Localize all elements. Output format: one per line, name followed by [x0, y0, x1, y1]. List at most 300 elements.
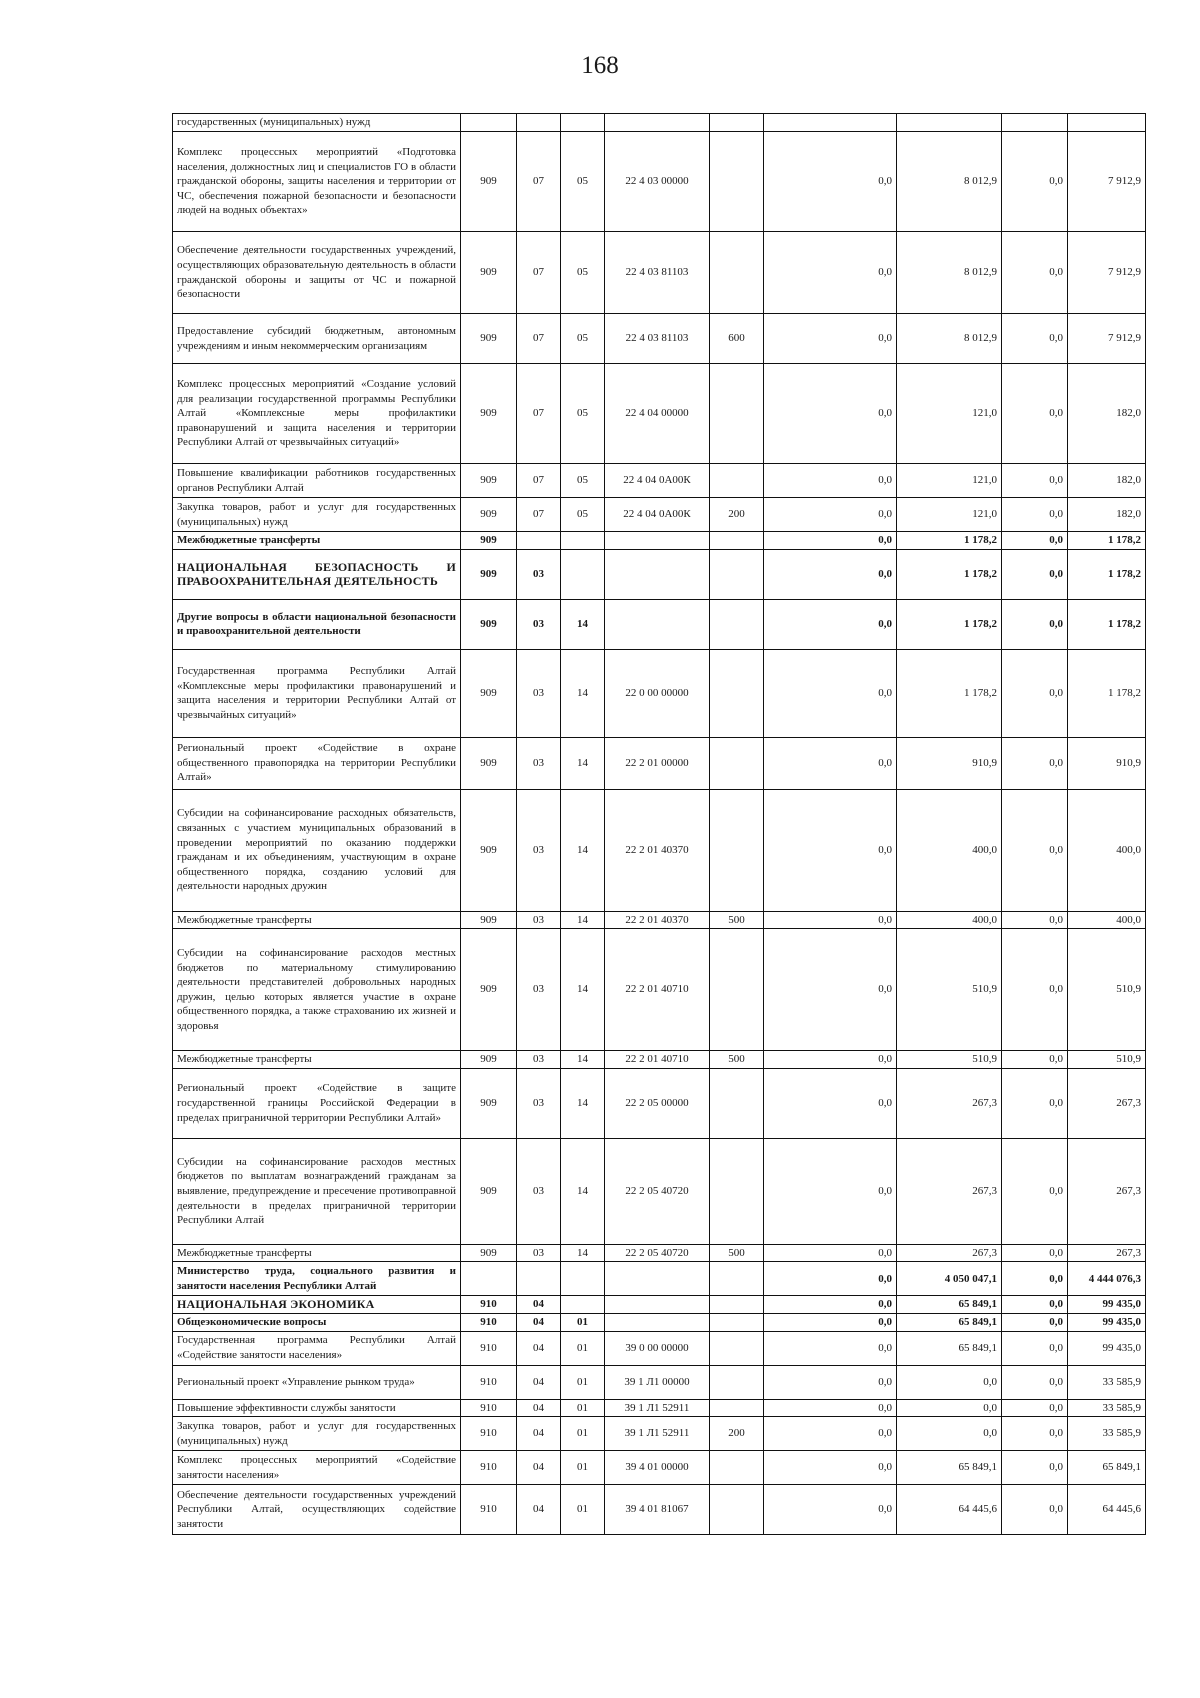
admin-code: 909	[461, 232, 517, 314]
amount-1: 0,0	[764, 1296, 897, 1314]
expense-type-code	[710, 364, 764, 464]
section-code: 04	[517, 1417, 561, 1451]
amount-3: 0,0	[1002, 1068, 1068, 1138]
amount-4: 1 178,2	[1068, 599, 1146, 649]
expense-type-code	[710, 789, 764, 911]
amount-3	[1002, 114, 1068, 132]
amount-3: 0,0	[1002, 1244, 1068, 1262]
amount-2	[897, 114, 1002, 132]
section-code: 04	[517, 1485, 561, 1535]
amount-1: 0,0	[764, 1051, 897, 1069]
admin-code: 909	[461, 549, 517, 599]
expense-type-code	[710, 1451, 764, 1485]
section-code: 03	[517, 599, 561, 649]
amount-3: 0,0	[1002, 1262, 1068, 1296]
target-article-code: 39 1 Л1 00000	[605, 1365, 710, 1399]
amount-1: 0,0	[764, 1365, 897, 1399]
target-article-code	[605, 532, 710, 550]
amount-2: 65 849,1	[897, 1296, 1002, 1314]
table-row	[173, 464, 1146, 498]
amount-3: 0,0	[1002, 364, 1068, 464]
amount-3: 0,0	[1002, 498, 1068, 532]
subsection-code: 01	[561, 1399, 605, 1417]
table-row	[173, 911, 1146, 929]
amount-4: 267,3	[1068, 1244, 1146, 1262]
amount-1: 0,0	[764, 464, 897, 498]
target-article-code: 22 4 04 0А00К	[605, 498, 710, 532]
amount-4	[1068, 114, 1146, 132]
amount-2: 121,0	[897, 364, 1002, 464]
target-article-code: 22 4 04 0А00К	[605, 464, 710, 498]
amount-3: 0,0	[1002, 464, 1068, 498]
subsection-code	[561, 1262, 605, 1296]
section-code: 03	[517, 1068, 561, 1138]
admin-code: 909	[461, 789, 517, 911]
section-code: 07	[517, 314, 561, 364]
table-row	[173, 737, 1146, 789]
amount-1: 0,0	[764, 549, 897, 599]
amount-2: 121,0	[897, 464, 1002, 498]
table-row	[173, 232, 1146, 314]
amount-1: 0,0	[764, 1138, 897, 1244]
target-article-code	[605, 599, 710, 649]
amount-3: 0,0	[1002, 929, 1068, 1051]
admin-code: 910	[461, 1485, 517, 1535]
row-name: НАЦИОНАЛЬНАЯ БЕЗОПАСНОСТЬ И ПРАВООХРАНИТЕЛЬНАЯ ДЕЯТЕЛЬНОСТЬ	[173, 549, 461, 599]
section-code: 04	[517, 1296, 561, 1314]
table-row	[173, 364, 1146, 464]
amount-1: 0,0	[764, 929, 897, 1051]
table-row	[173, 649, 1146, 737]
amount-3: 0,0	[1002, 1485, 1068, 1535]
table-row	[173, 314, 1146, 364]
amount-4: 64 445,6	[1068, 1485, 1146, 1535]
amount-4: 99 435,0	[1068, 1296, 1146, 1314]
section-code: 04	[517, 1365, 561, 1399]
amount-4: 33 585,9	[1068, 1399, 1146, 1417]
amount-3: 0,0	[1002, 314, 1068, 364]
expense-type-code	[710, 1068, 764, 1138]
section-code: 03	[517, 1244, 561, 1262]
amount-2: 510,9	[897, 929, 1002, 1051]
amount-2: 0,0	[897, 1365, 1002, 1399]
subsection-code: 01	[561, 1365, 605, 1399]
row-name: НАЦИОНАЛЬНАЯ ЭКОНОМИКА	[173, 1296, 461, 1314]
amount-3: 0,0	[1002, 1051, 1068, 1069]
section-code: 03	[517, 1051, 561, 1069]
row-name: Межбюджетные трансферты	[173, 911, 461, 929]
row-name: Межбюджетные трансферты	[173, 1244, 461, 1262]
subsection-code: 14	[561, 1068, 605, 1138]
target-article-code: 22 2 05 40720	[605, 1138, 710, 1244]
section-code: 07	[517, 364, 561, 464]
amount-3: 0,0	[1002, 232, 1068, 314]
amount-3: 0,0	[1002, 1451, 1068, 1485]
row-name: Повышение эффективности службы занятости	[173, 1399, 461, 1417]
target-article-code: 39 4 01 81067	[605, 1485, 710, 1535]
admin-code: 910	[461, 1313, 517, 1331]
admin-code: 909	[461, 464, 517, 498]
row-name: Обеспечение деятельности государственных учреждений Республики Алтай, осуществляющих содействие занятости	[173, 1485, 461, 1535]
amount-3: 0,0	[1002, 132, 1068, 232]
expense-type-code	[710, 649, 764, 737]
expense-type-code: 500	[710, 911, 764, 929]
subsection-code: 01	[561, 1451, 605, 1485]
amount-4: 99 435,0	[1068, 1331, 1146, 1365]
subsection-code	[561, 114, 605, 132]
admin-code: 909	[461, 929, 517, 1051]
target-article-code: 39 4 01 00000	[605, 1451, 710, 1485]
expense-type-code	[710, 132, 764, 232]
amount-4: 267,3	[1068, 1068, 1146, 1138]
admin-code: 910	[461, 1399, 517, 1417]
row-name: Предоставление субсидий бюджетным, автономным учреждениям и иным некоммерческим организациям	[173, 314, 461, 364]
amount-1: 0,0	[764, 1068, 897, 1138]
row-name: Государственная программа Республики Алтай «Содействие занятости населения»	[173, 1331, 461, 1365]
section-code: 04	[517, 1451, 561, 1485]
target-article-code: 22 4 03 81103	[605, 314, 710, 364]
amount-3: 0,0	[1002, 1138, 1068, 1244]
row-name: Министерство труда, социального развития и занятости населения Республики Алтай	[173, 1262, 461, 1296]
expense-type-code	[710, 1296, 764, 1314]
amount-4: 910,9	[1068, 737, 1146, 789]
subsection-code: 01	[561, 1485, 605, 1535]
expense-type-code	[710, 1262, 764, 1296]
target-article-code: 22 2 05 00000	[605, 1068, 710, 1138]
section-code: 07	[517, 498, 561, 532]
target-article-code	[605, 114, 710, 132]
amount-1: 0,0	[764, 1313, 897, 1331]
target-article-code: 22 2 01 40370	[605, 789, 710, 911]
subsection-code: 01	[561, 1417, 605, 1451]
section-code: 07	[517, 232, 561, 314]
subsection-code: 05	[561, 314, 605, 364]
subsection-code	[561, 1296, 605, 1314]
budget-table	[172, 113, 1146, 1535]
amount-1: 0,0	[764, 737, 897, 789]
table-row	[173, 1399, 1146, 1417]
target-article-code: 22 2 01 40710	[605, 929, 710, 1051]
expense-type-code	[710, 232, 764, 314]
expense-type-code: 500	[710, 1051, 764, 1069]
subsection-code: 14	[561, 789, 605, 911]
amount-1	[764, 114, 897, 132]
section-code: 03	[517, 737, 561, 789]
amount-4: 33 585,9	[1068, 1365, 1146, 1399]
section-code: 07	[517, 464, 561, 498]
row-name: Другие вопросы в области национальной безопасности и правоохранительной деятельности	[173, 599, 461, 649]
expense-type-code: 200	[710, 1417, 764, 1451]
table-row	[173, 1417, 1146, 1451]
amount-2: 8 012,9	[897, 232, 1002, 314]
amount-2: 400,0	[897, 789, 1002, 911]
row-name: государственных (муниципальных) нужд	[173, 114, 461, 132]
amount-4: 510,9	[1068, 1051, 1146, 1069]
amount-2: 4 050 047,1	[897, 1262, 1002, 1296]
subsection-code: 14	[561, 911, 605, 929]
amount-4: 182,0	[1068, 498, 1146, 532]
amount-2: 267,3	[897, 1068, 1002, 1138]
row-name: Закупка товаров, работ и услуг для государственных (муниципальных) нужд	[173, 498, 461, 532]
section-code: 04	[517, 1399, 561, 1417]
amount-4: 182,0	[1068, 364, 1146, 464]
page-number: 168	[581, 52, 619, 79]
amount-2: 121,0	[897, 498, 1002, 532]
section-code: 03	[517, 549, 561, 599]
target-article-code: 39 1 Л1 52911	[605, 1399, 710, 1417]
subsection-code: 05	[561, 132, 605, 232]
admin-code: 909	[461, 532, 517, 550]
row-name: Межбюджетные трансферты	[173, 1051, 461, 1069]
admin-code: 909	[461, 911, 517, 929]
amount-4: 182,0	[1068, 464, 1146, 498]
admin-code: 910	[461, 1417, 517, 1451]
amount-3: 0,0	[1002, 1399, 1068, 1417]
target-article-code	[605, 1313, 710, 1331]
table-row	[173, 1365, 1146, 1399]
admin-code: 910	[461, 1365, 517, 1399]
expense-type-code	[710, 532, 764, 550]
amount-4: 1 178,2	[1068, 532, 1146, 550]
section-code: 03	[517, 929, 561, 1051]
amount-2: 0,0	[897, 1417, 1002, 1451]
amount-1: 0,0	[764, 1331, 897, 1365]
amount-3: 0,0	[1002, 1417, 1068, 1451]
expense-type-code	[710, 464, 764, 498]
admin-code: 909	[461, 1068, 517, 1138]
row-name: Межбюджетные трансферты	[173, 532, 461, 550]
admin-code	[461, 114, 517, 132]
admin-code: 910	[461, 1331, 517, 1365]
amount-2: 8 012,9	[897, 314, 1002, 364]
amount-4: 1 178,2	[1068, 549, 1146, 599]
subsection-code: 14	[561, 1244, 605, 1262]
table-row	[173, 1451, 1146, 1485]
amount-1: 0,0	[764, 599, 897, 649]
subsection-code: 14	[561, 929, 605, 1051]
row-name: Государственная программа Республики Алтай «Комплексные меры профилактики правонарушений и защита населения и территории Республики Алтай от чрезвычайных ситуаций»	[173, 649, 461, 737]
amount-1: 0,0	[764, 649, 897, 737]
table-row	[173, 1296, 1146, 1314]
row-name: Субсидии на софинансирование расходных обязательств, связанных с участием муниципальных образований в проведении мероприятий по оказанию поддержки гражданам и их объединениям, участвующим в охране общественного порядка, созданию условий для деятельности народных дружин	[173, 789, 461, 911]
section-code	[517, 1262, 561, 1296]
row-name: Общеэкономические вопросы	[173, 1313, 461, 1331]
subsection-code: 05	[561, 464, 605, 498]
expense-type-code	[710, 1313, 764, 1331]
subsection-code	[561, 532, 605, 550]
target-article-code	[605, 1262, 710, 1296]
row-name: Комплекс процессных мероприятий «Содействие занятости населения»	[173, 1451, 461, 1485]
table-row	[173, 789, 1146, 911]
amount-1: 0,0	[764, 364, 897, 464]
target-article-code: 22 4 04 00000	[605, 364, 710, 464]
target-article-code	[605, 1296, 710, 1314]
amount-2: 65 849,1	[897, 1451, 1002, 1485]
target-article-code: 22 2 05 40720	[605, 1244, 710, 1262]
amount-2: 64 445,6	[897, 1485, 1002, 1535]
admin-code	[461, 1262, 517, 1296]
admin-code: 909	[461, 737, 517, 789]
target-article-code: 22 4 03 00000	[605, 132, 710, 232]
expense-type-code	[710, 737, 764, 789]
subsection-code: 05	[561, 232, 605, 314]
amount-3: 0,0	[1002, 1313, 1068, 1331]
subsection-code: 05	[561, 364, 605, 464]
amount-1: 0,0	[764, 132, 897, 232]
target-article-code: 39 1 Л1 52911	[605, 1417, 710, 1451]
table-row	[173, 1331, 1146, 1365]
table-row	[173, 1313, 1146, 1331]
expense-type-code	[710, 549, 764, 599]
subsection-code: 01	[561, 1331, 605, 1365]
subsection-code: 14	[561, 737, 605, 789]
table-row	[173, 1262, 1146, 1296]
amount-3: 0,0	[1002, 1331, 1068, 1365]
amount-4: 33 585,9	[1068, 1417, 1146, 1451]
row-name: Региональный проект «Содействие в охране общественного правопорядка на территории Республики Алтай»	[173, 737, 461, 789]
expense-type-code	[710, 599, 764, 649]
amount-3: 0,0	[1002, 532, 1068, 550]
amount-1: 0,0	[764, 789, 897, 911]
expense-type-code	[710, 1399, 764, 1417]
table-row	[173, 1051, 1146, 1069]
table-row	[173, 132, 1146, 232]
amount-3: 0,0	[1002, 737, 1068, 789]
admin-code: 909	[461, 314, 517, 364]
expense-type-code	[710, 1331, 764, 1365]
section-code	[517, 114, 561, 132]
target-article-code: 39 0 00 00000	[605, 1331, 710, 1365]
row-name: Комплекс процессных мероприятий «Подготовка населения, должностных лиц и специалистов ГО в области гражданской обороны, защиты населения и территории от ЧС, обеспечения пожарной безопасности и безопасности людей на водных объектах»	[173, 132, 461, 232]
amount-1: 0,0	[764, 498, 897, 532]
amount-2: 65 849,1	[897, 1331, 1002, 1365]
row-name: Закупка товаров, работ и услуг для государственных (муниципальных) нужд	[173, 1417, 461, 1451]
section-code: 04	[517, 1331, 561, 1365]
admin-code: 909	[461, 498, 517, 532]
target-article-code: 22 2 01 40710	[605, 1051, 710, 1069]
amount-4: 1 178,2	[1068, 649, 1146, 737]
table-row	[173, 1485, 1146, 1535]
amount-4: 99 435,0	[1068, 1313, 1146, 1331]
amount-3: 0,0	[1002, 1365, 1068, 1399]
target-article-code: 22 0 00 00000	[605, 649, 710, 737]
amount-2: 510,9	[897, 1051, 1002, 1069]
target-article-code: 22 2 01 00000	[605, 737, 710, 789]
subsection-code	[561, 549, 605, 599]
section-code: 03	[517, 649, 561, 737]
amount-2: 1 178,2	[897, 532, 1002, 550]
expense-type-code: 500	[710, 1244, 764, 1262]
amount-1: 0,0	[764, 1399, 897, 1417]
row-name: Повышение квалификации работников государственных органов Республики Алтай	[173, 464, 461, 498]
amount-4: 510,9	[1068, 929, 1146, 1051]
amount-1: 0,0	[764, 1417, 897, 1451]
amount-3: 0,0	[1002, 789, 1068, 911]
amount-1: 0,0	[764, 532, 897, 550]
amount-2: 267,3	[897, 1244, 1002, 1262]
amount-4: 7 912,9	[1068, 232, 1146, 314]
row-name: Комплекс процессных мероприятий «Создание условий для реализации государственной программы Республики Алтай «Комплексные меры профилактики правонарушений и защита населения и территории Республики Алтай от чрезвычайных ситуаций»	[173, 364, 461, 464]
section-code: 03	[517, 1138, 561, 1244]
row-name: Обеспечение деятельности государственных учреждений, осуществляющих образовательную деятельность в области гражданской обороны и защиты от ЧС и пожарной безопасности	[173, 232, 461, 314]
amount-3: 0,0	[1002, 911, 1068, 929]
table-body	[173, 114, 1146, 1535]
subsection-code: 14	[561, 649, 605, 737]
amount-2: 1 178,2	[897, 649, 1002, 737]
row-name: Субсидии на софинансирование расходов местных бюджетов по материальному стимулированию деятельности представителей добровольных народных дружин, целью которых является участие в охране общественного порядка, а также страхованию их жизней и здоровья	[173, 929, 461, 1051]
amount-2: 65 849,1	[897, 1313, 1002, 1331]
amount-1: 0,0	[764, 1451, 897, 1485]
section-code	[517, 532, 561, 550]
expense-type-code	[710, 1365, 764, 1399]
expense-type-code	[710, 929, 764, 1051]
amount-3: 0,0	[1002, 549, 1068, 599]
target-article-code: 22 4 03 81103	[605, 232, 710, 314]
section-code: 04	[517, 1313, 561, 1331]
expense-type-code	[710, 114, 764, 132]
amount-4: 267,3	[1068, 1138, 1146, 1244]
amount-1: 0,0	[764, 1485, 897, 1535]
amount-4: 4 444 076,3	[1068, 1262, 1146, 1296]
row-name: Региональный проект «Содействие в защите государственной границы Российской Федерации в пределах приграничной территории Республики Алтай»	[173, 1068, 461, 1138]
amount-3: 0,0	[1002, 1296, 1068, 1314]
amount-4: 7 912,9	[1068, 132, 1146, 232]
amount-4: 7 912,9	[1068, 314, 1146, 364]
amount-3: 0,0	[1002, 649, 1068, 737]
amount-1: 0,0	[764, 232, 897, 314]
amount-2: 1 178,2	[897, 549, 1002, 599]
amount-2: 1 178,2	[897, 599, 1002, 649]
amount-1: 0,0	[764, 911, 897, 929]
amount-2: 910,9	[897, 737, 1002, 789]
table-row	[173, 498, 1146, 532]
target-article-code	[605, 549, 710, 599]
admin-code: 909	[461, 599, 517, 649]
admin-code: 909	[461, 1051, 517, 1069]
expense-type-code	[710, 1138, 764, 1244]
section-code: 03	[517, 789, 561, 911]
admin-code: 909	[461, 649, 517, 737]
table-row	[173, 929, 1146, 1051]
admin-code: 909	[461, 1244, 517, 1262]
amount-1: 0,0	[764, 314, 897, 364]
amount-2: 267,3	[897, 1138, 1002, 1244]
amount-3: 0,0	[1002, 599, 1068, 649]
admin-code: 909	[461, 132, 517, 232]
expense-type-code: 600	[710, 314, 764, 364]
subsection-code: 14	[561, 599, 605, 649]
row-name: Субсидии на софинансирование расходов местных бюджетов по выплатам вознаграждений гражданам за выявление, предупреждение и пресечение противоправной деятельности в пределах приграничной территории Республики Алтай	[173, 1138, 461, 1244]
table-row	[173, 1138, 1146, 1244]
subsection-code: 14	[561, 1051, 605, 1069]
amount-1: 0,0	[764, 1244, 897, 1262]
admin-code: 909	[461, 364, 517, 464]
admin-code: 910	[461, 1296, 517, 1314]
amount-4: 400,0	[1068, 911, 1146, 929]
amount-2: 400,0	[897, 911, 1002, 929]
amount-2: 8 012,9	[897, 132, 1002, 232]
table-row	[173, 114, 1146, 132]
table-row	[173, 532, 1146, 550]
table-row	[173, 549, 1146, 599]
amount-4: 400,0	[1068, 789, 1146, 911]
amount-2: 0,0	[897, 1399, 1002, 1417]
table-row	[173, 1068, 1146, 1138]
target-article-code: 22 2 01 40370	[605, 911, 710, 929]
expense-type-code	[710, 1485, 764, 1535]
section-code: 03	[517, 911, 561, 929]
admin-code: 910	[461, 1451, 517, 1485]
